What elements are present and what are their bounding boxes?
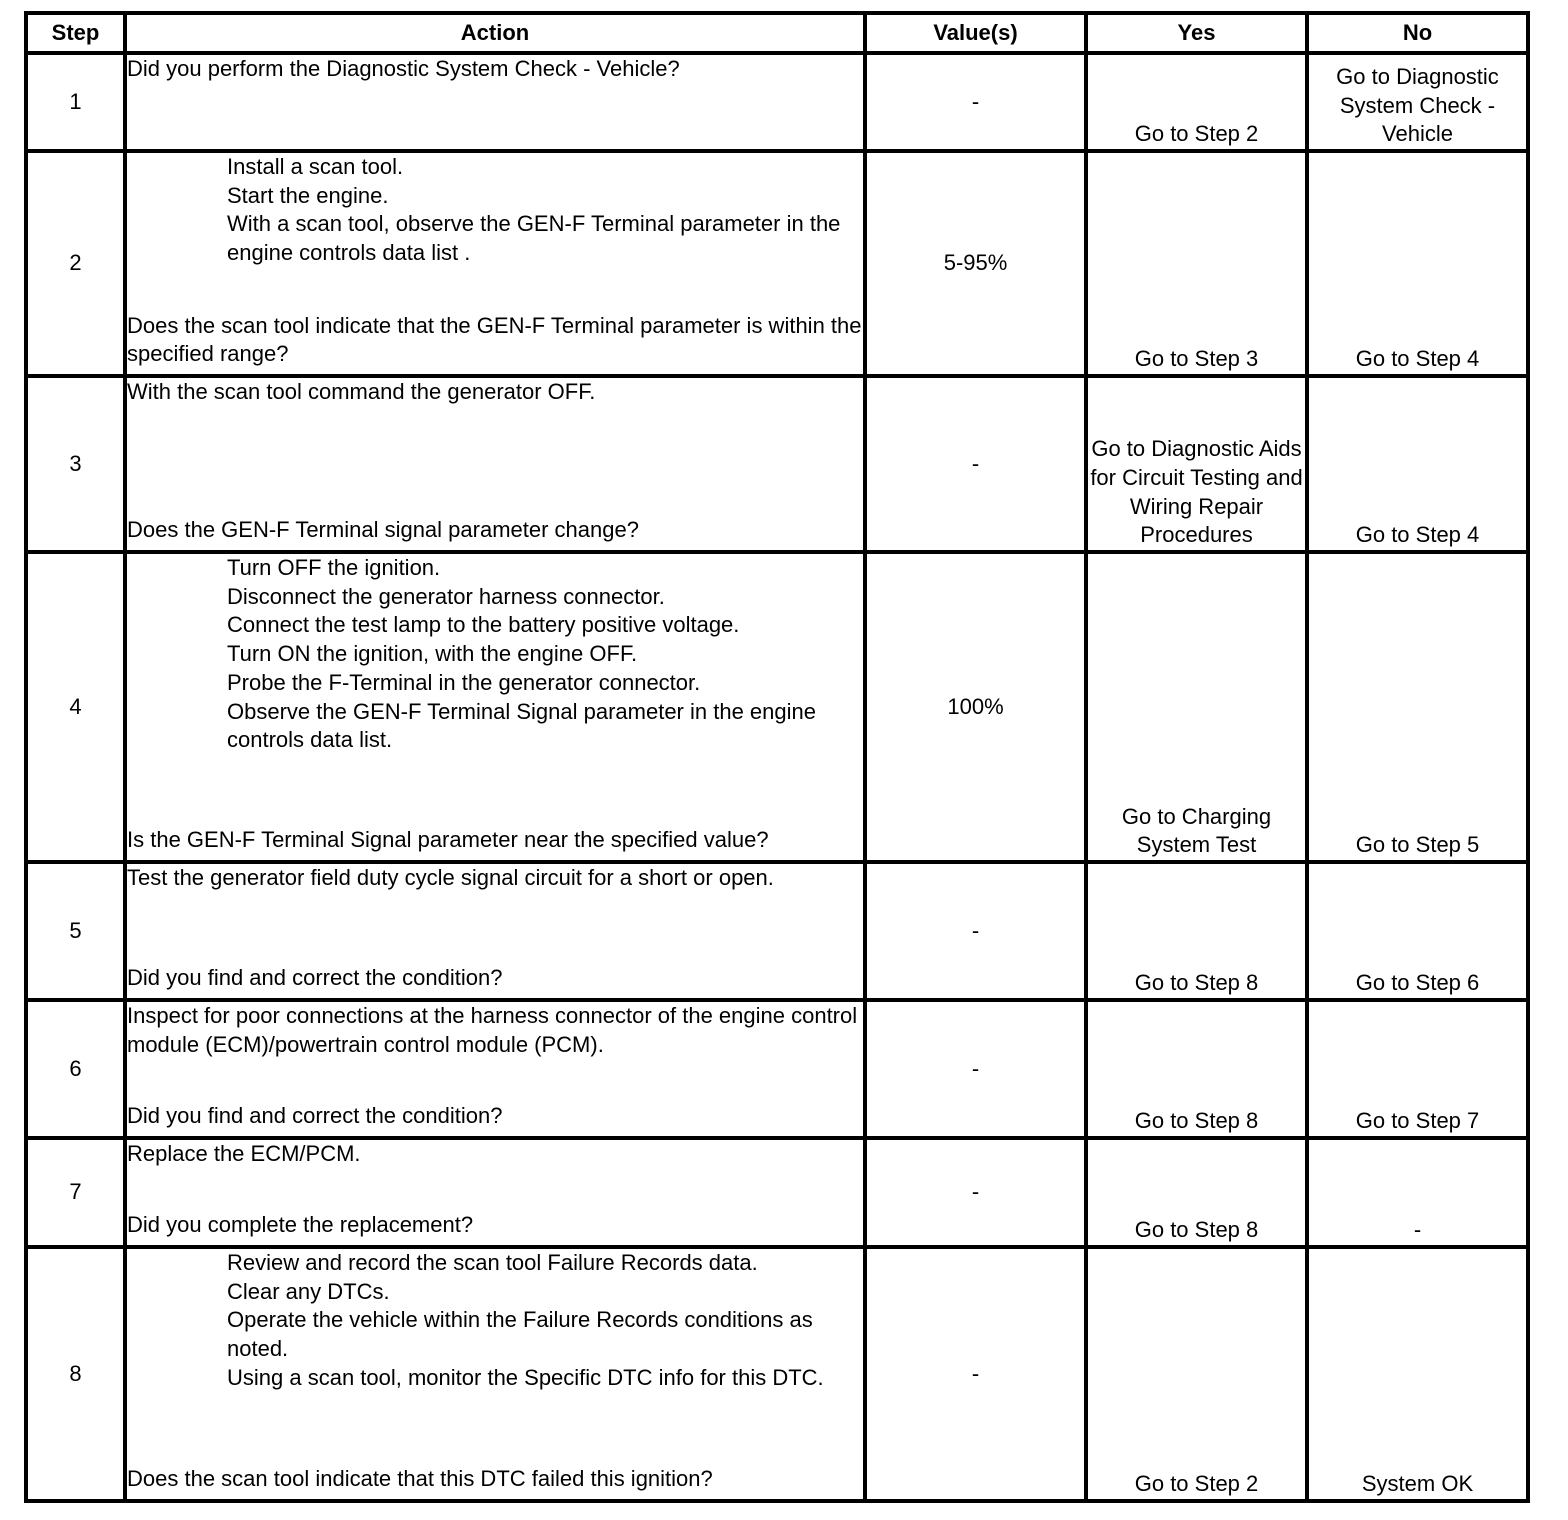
- instruction-line: Clear any DTCs.: [227, 1278, 390, 1304]
- instruction-line: Connect the test lamp to the battery positive voltage.: [227, 612, 740, 638]
- instruction-line: Test the generator field duty cycle signal circuit for a short or open.: [127, 865, 774, 890]
- value-cell: -: [865, 1247, 1086, 1501]
- header-no: No: [1307, 13, 1528, 53]
- instruction-line: Disconnect the generator harness connector.: [227, 583, 665, 609]
- step-number: 2: [26, 151, 125, 376]
- instruction-line: With a scan tool, observe the GEN-F Terminal parameter in the engine controls data list .: [227, 211, 841, 266]
- step-number: 5: [26, 862, 125, 1000]
- table-row: [26, 862, 1528, 1000]
- instruction-line: Probe the F-Terminal in the generator connector.: [227, 669, 701, 695]
- action-cell: [125, 1247, 865, 1501]
- step-number: 7: [26, 1138, 125, 1247]
- no-cell: -: [1307, 1138, 1528, 1247]
- header-yes: Yes: [1086, 13, 1307, 53]
- instruction-line: With the scan tool command the generator OFF.: [127, 379, 596, 404]
- instruction-line: Replace the ECM/PCM.: [127, 1141, 361, 1166]
- question-text: Did you find and correct the condition?: [127, 965, 503, 991]
- yes-cell: Go to Step 2: [1086, 1247, 1307, 1501]
- no-cell: Go to Step 5: [1307, 552, 1528, 862]
- action-cell: [125, 151, 865, 376]
- question-text: Does the scan tool indicate that the GEN-F Terminal parameter is within the specified range?: [127, 312, 862, 367]
- instruction-line: Operate the vehicle within the Failure Records conditions as noted.: [227, 1307, 813, 1362]
- instruction-list: [127, 153, 863, 268]
- action-cell: [125, 552, 865, 862]
- instruction-line: Observe the GEN-F Terminal Signal parameter in the engine controls data list.: [227, 698, 816, 753]
- question-text: Did you find and correct the condition?: [127, 1103, 503, 1129]
- value-cell: -: [865, 53, 1086, 151]
- yes-cell: Go to Step 2: [1086, 53, 1307, 151]
- value-cell: -: [865, 1138, 1086, 1247]
- instruction-line: Turn OFF the ignition.: [227, 555, 441, 580]
- value-cell: -: [865, 862, 1086, 1000]
- instruction-list: [127, 554, 863, 755]
- value-cell: 5-95%: [865, 151, 1086, 376]
- table-row: [26, 1000, 1528, 1138]
- no-cell: Go to Step 4: [1307, 376, 1528, 552]
- instruction-list: [127, 1002, 863, 1059]
- table-row: [26, 1138, 1528, 1247]
- yes-cell: Go to Step 8: [1086, 1138, 1307, 1247]
- action-cell: [125, 376, 865, 552]
- yes-cell: Go to Charging System Test: [1086, 552, 1307, 862]
- instruction-line: Inspect for poor connections at the harness connector of the engine control module (ECM)/powertrain control module (PCM).: [127, 1003, 858, 1057]
- instruction-line: Review and record the scan tool Failure Records data.: [227, 1250, 758, 1275]
- instruction-line: Turn ON the ignition, with the engine OFF.: [227, 641, 638, 667]
- action-cell: [125, 1000, 865, 1138]
- instruction-list: [127, 864, 863, 893]
- no-cell: System OK: [1307, 1247, 1528, 1501]
- action-cell: [125, 1138, 865, 1247]
- header-row: [26, 13, 1528, 53]
- question-text: Did you complete the replacement?: [127, 1212, 474, 1238]
- instruction-list: [127, 378, 863, 407]
- header-step: Step: [26, 13, 125, 53]
- instruction-list: [127, 1140, 863, 1169]
- instruction-line: Start the engine.: [227, 182, 389, 208]
- question-text: Does the GEN-F Terminal signal parameter change?: [127, 517, 639, 543]
- value-cell: -: [865, 376, 1086, 552]
- question-text: Does the scan tool indicate that this DTC failed this ignition?: [127, 1466, 713, 1492]
- instruction-list: [127, 55, 863, 84]
- yes-cell: Go to Step 3: [1086, 151, 1307, 376]
- table-row: [26, 376, 1528, 552]
- step-number: 6: [26, 1000, 125, 1138]
- header-action: Action: [125, 13, 865, 53]
- table-row: [26, 1247, 1528, 1501]
- instruction-list: [127, 1249, 863, 1393]
- step-number: 3: [26, 376, 125, 552]
- yes-cell: Go to Diagnostic Aids for Circuit Testing and Wiring Repair Procedures: [1086, 376, 1307, 552]
- yes-cell: Go to Step 8: [1086, 862, 1307, 1000]
- header-values: Value(s): [865, 13, 1086, 53]
- action-cell: [125, 862, 865, 1000]
- value-cell: -: [865, 1000, 1086, 1138]
- step-number: 4: [26, 552, 125, 862]
- no-cell: Go to Diagnostic System Check - Vehicle: [1307, 53, 1528, 151]
- yes-cell: Go to Step 8: [1086, 1000, 1307, 1138]
- value-cell: 100%: [865, 552, 1086, 862]
- no-cell: Go to Step 6: [1307, 862, 1528, 1000]
- question-text: Is the GEN-F Terminal Signal parameter near the specified value?: [127, 827, 769, 853]
- table-row: [26, 552, 1528, 862]
- instruction-line: Using a scan tool, monitor the Specific DTC info for this DTC.: [227, 1364, 824, 1390]
- no-cell: Go to Step 7: [1307, 1000, 1528, 1138]
- table-row: [26, 53, 1528, 151]
- instruction-line: Install a scan tool.: [227, 154, 404, 179]
- step-number: 8: [26, 1247, 125, 1501]
- no-cell: Go to Step 4: [1307, 151, 1528, 376]
- table-row: [26, 151, 1528, 376]
- diagnostic-table: [24, 11, 1530, 1503]
- step-number: 1: [26, 53, 125, 151]
- instruction-line: Did you perform the Diagnostic System Check - Vehicle?: [127, 56, 680, 81]
- action-cell: [125, 53, 865, 151]
